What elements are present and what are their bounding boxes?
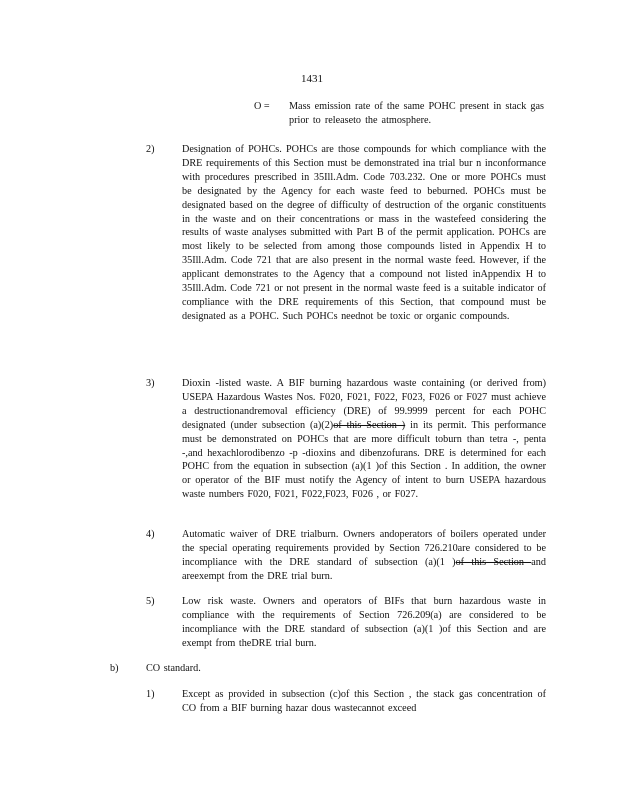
item-number: 1): [146, 689, 155, 700]
struck-text: of this Section ): [333, 419, 406, 431]
item-text: Low risk waste. Owners and operators of BIFs that burn hazardous waste in compliance with the requirements of Section 726.209(a) are considered to be incompliance with the DRE standard of subsection (a)(1 )of this Section and are exempt from theDRE trial burn.: [182, 596, 546, 649]
page-number: 1431: [301, 73, 323, 85]
item-text: [182, 528, 546, 584]
struck-text: of this Section: [455, 556, 532, 568]
item-text: Designation of POHCs. POHCs are those compounds for which compliance with the DRE requirements of this Section must be demonstrated ina trial bur n inconformance with procedures prescribed in 35Ill.Adm. Code 703.232. One or more POHCs must be designated by the Agency for each waste feed to beburned. POHCs must be designated based on the degree of difficulty of destruction of the organic constituents in the waste and on their concentrations or mass in the wastefeed considering the results of waste analyses submitted with Part B of the permit application. POHCs are most likely to be selected from among those compounds listed in Appendix H to 35Ill.Adm. Code 721 that are also present in the normal waste feed. However, if the applicant demonstrates to the Agency that a compound not listed inAppendix H to 35Ill.Adm. Code 721 or not present in the normal waste feed is a suitable indicator of compliance with the DRE requirements of this Section, that compound must be designated as a POHC. Such POHCs neednot be toxic or organic compounds.: [182, 144, 546, 322]
definition-o: [254, 100, 544, 128]
item-text-after: in its permit. This performance must be demonstrated on POHCs that are more difficult toburn than tetra -, penta -,and hexachlorodibenzo -p -dioxins and dibenzofurans. DRE is determined for each POHC from the equation in subsection (a)(1 )of this Section . In addition, the owner or operator of the BIF must notify the Agency of intent to burn USEPA hazardous waste numbers F020, F021, F022,F023, F026 , or F027.: [182, 419, 546, 501]
definition-text: Mass emission rate of the same POHC present in stack gas prior to releaseto the atmosphere.: [289, 101, 544, 126]
item-text-before: Dioxin -listed waste. A BIF burning hazardous waste containing (or derived from) USEPA Hazardous Wastes Nos. F020, F021, F022, F023, F026 or F027 must achieve a destructionandremoval efficiency (DRE) of 99.9999 percent for each POHC designated (under subsection (a)(2): [182, 378, 546, 431]
section-label: b): [110, 663, 119, 674]
item-number: 3): [146, 378, 155, 389]
item-text-after: and areexempt from the DRE trial burn.: [182, 556, 546, 582]
item-number: 5): [146, 596, 155, 607]
item-text: Except as provided in subsection (c)of this Section , the stack gas concentration of CO from a BIF burning hazar dous wastecannot exceed: [182, 689, 546, 714]
definition-symbol: O =: [254, 101, 270, 112]
item-text: [182, 377, 546, 502]
item-text-before: Automatic waiver of DRE trialburn. Owners andoperators of boilers operated under the special operating requirements provided by Section 726.210are considered to be incompliance with the DRE standard of subsection (a)(1 ): [182, 529, 546, 568]
section-title: CO standard.: [146, 663, 201, 674]
item-number: 4): [146, 529, 155, 540]
item-number: 2): [146, 144, 155, 155]
